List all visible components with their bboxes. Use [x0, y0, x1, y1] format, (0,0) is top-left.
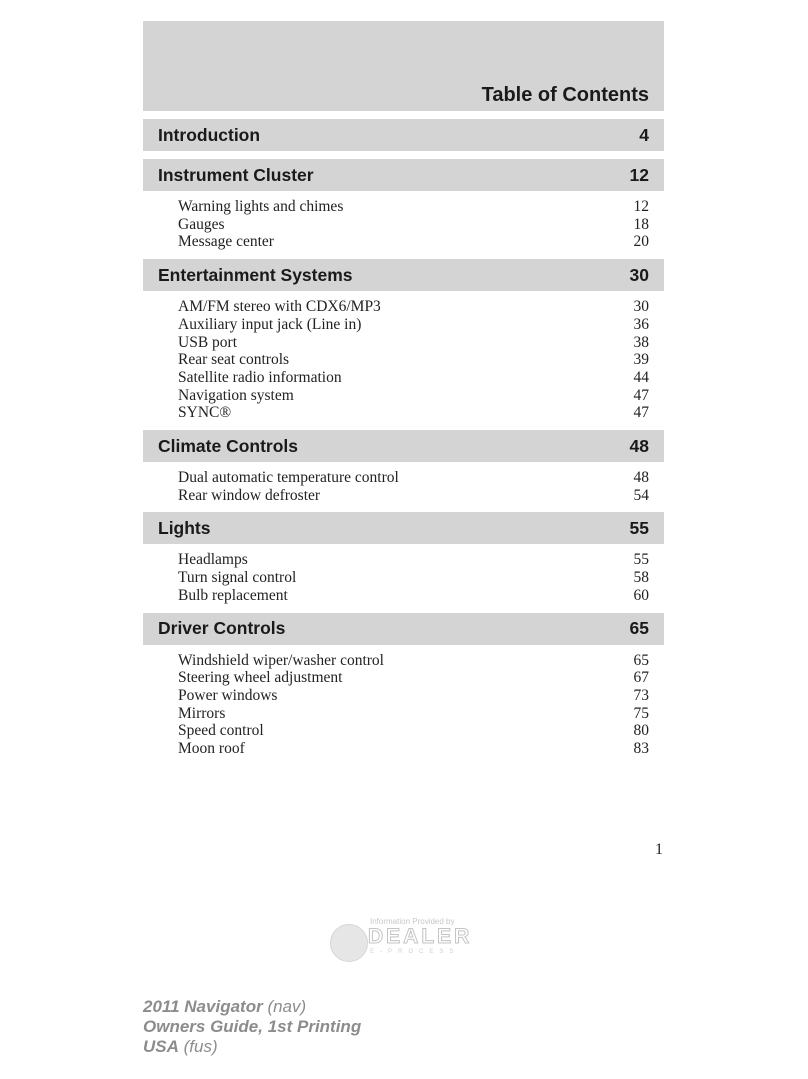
section-heading[interactable]	[143, 119, 664, 151]
section-heading[interactable]	[143, 430, 664, 462]
toc-section	[143, 613, 664, 758]
entry-title: Navigation system	[178, 386, 294, 404]
toc-entry[interactable]	[178, 587, 649, 605]
toc-list	[143, 119, 664, 758]
toc-entry[interactable]	[178, 369, 649, 387]
section-heading[interactable]	[143, 512, 664, 544]
entry-title: Gauges	[178, 215, 225, 233]
footer-guide: Owners Guide, 1st Printing	[143, 1017, 362, 1036]
section-entries	[143, 191, 664, 251]
entry-title: Satellite radio information	[178, 368, 342, 386]
section-title: Climate Controls	[158, 435, 299, 456]
section-page-number: 55	[629, 517, 649, 538]
entry-title: Mirrors	[178, 704, 226, 722]
toc-entry[interactable]	[178, 351, 649, 369]
entry-title: Auxiliary input jack (Line in)	[178, 315, 362, 333]
toc-section	[143, 512, 664, 604]
section-title: Entertainment Systems	[158, 264, 353, 285]
toc-section	[143, 430, 664, 504]
entry-title: Steering wheel adjustment	[178, 669, 343, 687]
entry-page-number: 60	[633, 586, 649, 604]
entry-title: Power windows	[178, 686, 278, 704]
entry-title: AM/FM stereo with CDX6/MP3	[178, 298, 381, 316]
entry-title: Windshield wiper/washer control	[178, 651, 384, 669]
entry-title: Speed control	[178, 722, 264, 740]
section-heading[interactable]	[143, 159, 664, 191]
dealer-watermark	[330, 917, 500, 967]
section-heading[interactable]	[143, 613, 664, 645]
section-page-number: 48	[629, 435, 649, 456]
entry-page-number: 80	[633, 722, 649, 740]
toc-entry[interactable]	[178, 487, 649, 505]
entry-page-number: 47	[633, 386, 649, 404]
section-title: Driver Controls	[158, 618, 286, 639]
entry-page-number: 36	[633, 315, 649, 333]
toc-entry[interactable]	[178, 316, 649, 334]
entry-title: Bulb replacement	[178, 586, 288, 604]
footer-market-code: (fus)	[183, 1037, 218, 1056]
entry-title: Moon roof	[178, 740, 245, 758]
toc-entry[interactable]	[178, 404, 649, 422]
section-heading[interactable]	[143, 259, 664, 291]
entry-page-number: 18	[633, 215, 649, 233]
title-band	[143, 21, 664, 111]
toc-page	[143, 21, 664, 758]
footer-market: USA	[143, 1037, 179, 1056]
page-title: Table of Contents	[481, 84, 649, 106]
entry-page-number: 48	[633, 469, 649, 487]
toc-entry[interactable]	[178, 705, 649, 723]
entry-page-number: 73	[633, 686, 649, 704]
toc-entry[interactable]	[178, 233, 649, 251]
entry-page-number: 12	[633, 198, 649, 215]
entry-title: Headlamps	[178, 551, 248, 569]
entry-page-number: 75	[633, 704, 649, 722]
section-title: Lights	[158, 517, 211, 538]
entry-title: Warning lights and chimes	[178, 198, 344, 215]
section-page-number: 65	[629, 618, 649, 639]
page-number: 1	[655, 841, 663, 858]
footer-line-2	[143, 1017, 361, 1037]
toc-section	[143, 159, 664, 251]
watermark-brand: DEALER	[368, 925, 473, 948]
toc-entry[interactable]	[178, 722, 649, 740]
toc-section	[143, 119, 664, 151]
section-title: Introduction	[158, 124, 261, 145]
entry-page-number: 30	[633, 298, 649, 316]
entry-title: USB port	[178, 333, 237, 351]
entry-title: SYNC®	[178, 404, 232, 422]
entry-title: Dual automatic temperature control	[178, 469, 399, 487]
toc-entry[interactable]	[178, 687, 649, 705]
toc-entry[interactable]	[178, 198, 649, 216]
toc-entry[interactable]	[178, 334, 649, 352]
entry-page-number: 20	[633, 233, 649, 251]
entry-page-number: 54	[633, 486, 649, 504]
entry-page-number: 47	[633, 404, 649, 422]
entry-page-number: 67	[633, 669, 649, 687]
entry-title: Turn signal control	[178, 569, 297, 587]
section-page-number: 12	[629, 164, 649, 185]
footer-model: 2011 Navigator	[143, 997, 263, 1016]
section-entries	[143, 291, 664, 422]
toc-entry[interactable]	[178, 652, 649, 670]
toc-entry[interactable]	[178, 569, 649, 587]
toc-entry[interactable]	[178, 216, 649, 234]
entry-page-number: 58	[633, 569, 649, 587]
section-page-number: 4	[639, 124, 649, 145]
entry-title: Rear window defroster	[178, 486, 321, 504]
footer-line-3	[143, 1037, 361, 1057]
footer-line-1	[143, 997, 361, 1017]
section-page-number: 30	[629, 264, 649, 285]
section-entries	[143, 462, 664, 504]
entry-page-number: 38	[633, 333, 649, 351]
entry-page-number: 83	[633, 740, 649, 758]
entry-page-number: 55	[633, 551, 649, 569]
watermark-caption: Information Provided by	[370, 917, 455, 926]
toc-entry[interactable]	[178, 298, 649, 316]
section-entries	[143, 645, 664, 758]
toc-entry[interactable]	[178, 469, 649, 487]
section-title: Instrument Cluster	[158, 164, 314, 185]
toc-section	[143, 259, 664, 422]
toc-entry[interactable]	[178, 387, 649, 405]
toc-entry[interactable]	[178, 740, 649, 758]
entry-title: Rear seat controls	[178, 351, 290, 369]
dealer-logo-icon	[330, 924, 368, 962]
section-entries	[143, 544, 664, 604]
entry-page-number: 39	[633, 351, 649, 369]
footer-model-code: (nav)	[267, 997, 307, 1016]
entry-page-number: 65	[633, 651, 649, 669]
entry-page-number: 44	[633, 368, 649, 386]
toc-entry[interactable]	[178, 551, 649, 569]
document-footer	[143, 997, 361, 1057]
watermark-tagline: E-PROCESS	[370, 949, 460, 955]
entry-title: Message center	[178, 233, 274, 251]
toc-entry[interactable]	[178, 669, 649, 687]
